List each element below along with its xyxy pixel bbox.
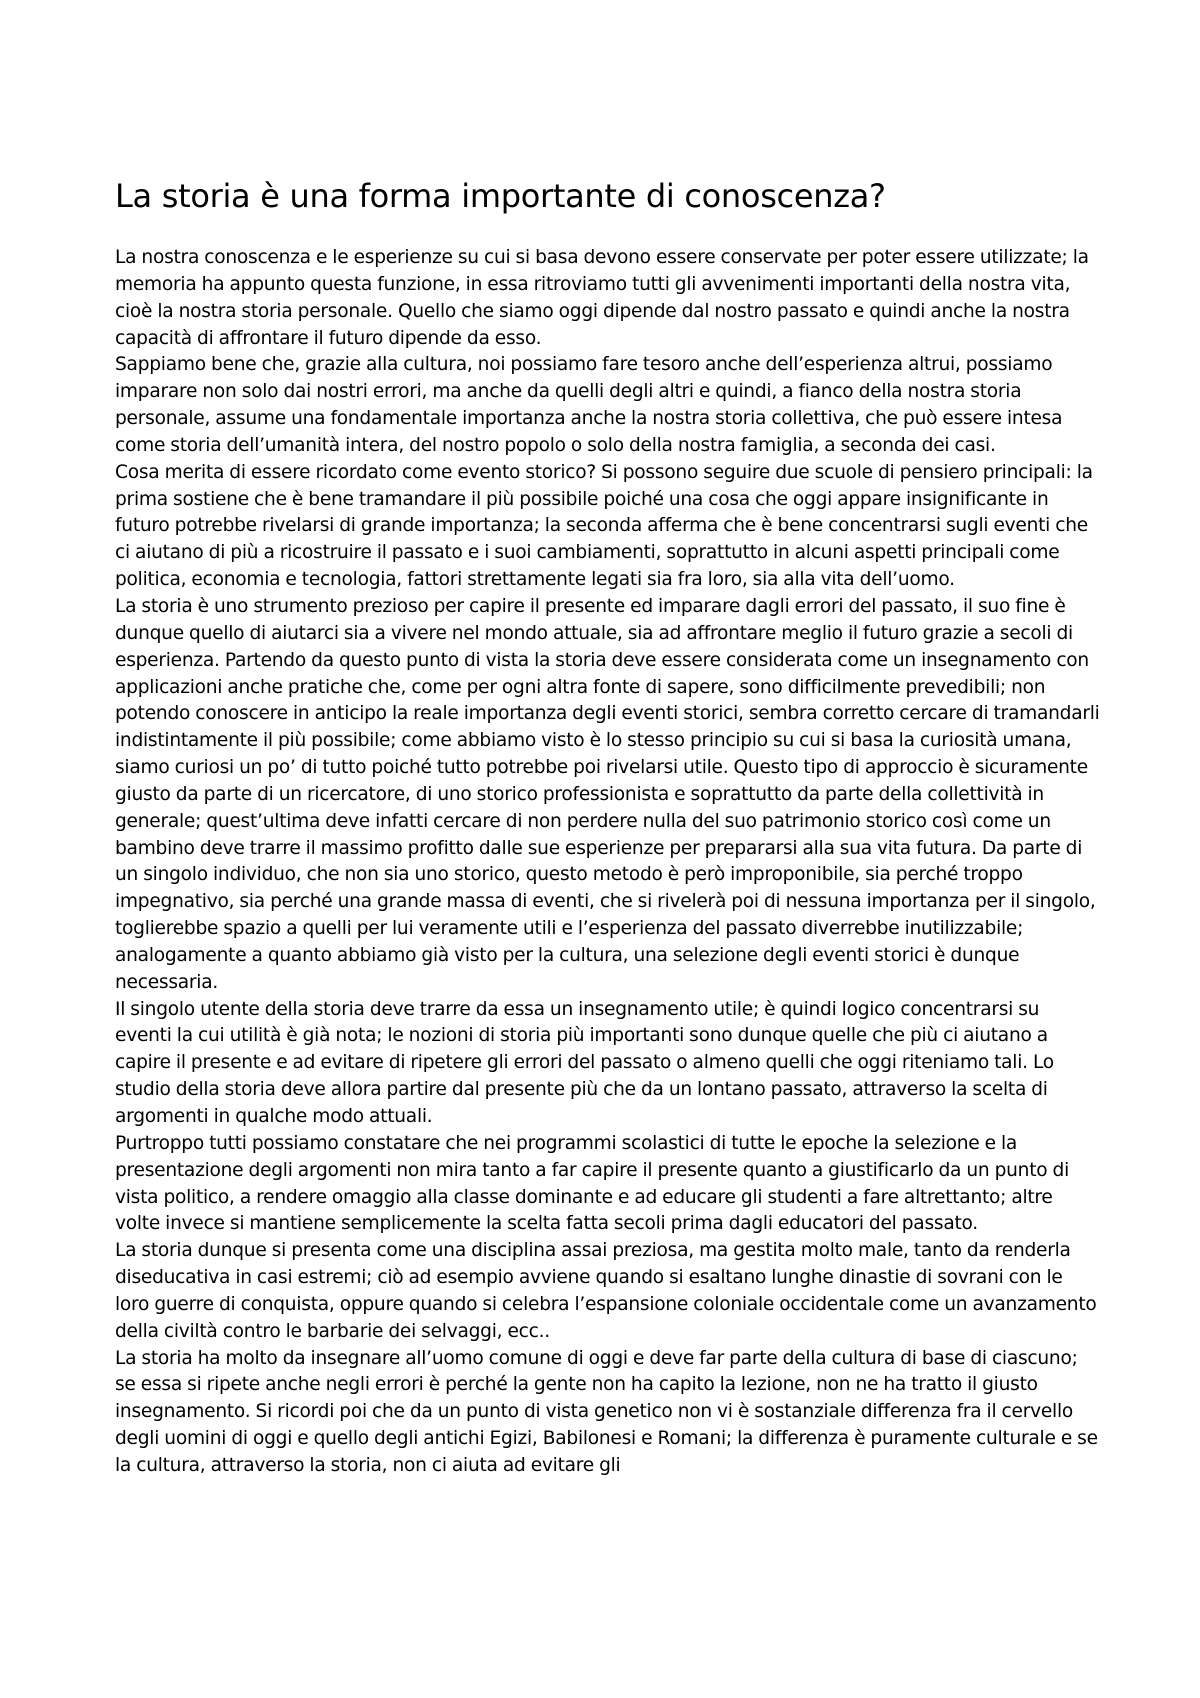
paragraph: Purtroppo tutti possiamo constatare che nei programmi scolastici di tutte le epoche la selezione e la presentazione degli argomenti non mira tanto a far capire il presente quanto a giustificarlo da un punto di vista politico, a rendere omaggio alla classe dominante e ad educare gli studenti a fare altrettanto; altre volte invece si mantiene semplicemente la scelta fatta secoli prima dagli educatori del passato. (115, 1132, 1069, 1235)
document-title: La storia è una forma importante di conoscenza? (115, 177, 886, 215)
paragraph: La storia è uno strumento prezioso per capire il presente ed imparare dagli errori del passato, il suo fine è dunque quello di aiutarci sia a vivere nel mondo attuale, sia ad affrontare meglio il futuro grazie a secoli di esperienza. Partendo da questo punto di vista la storia deve essere considerata come un insegnamento con applicazioni anche pratiche che, come per ogni altra fonte di sapere, sono difficilmente prevedibili; non potendo conoscere in anticipo la reale importanza degli eventi storici, sembra corretto cercare di tramandarli indistintamente il più possibile; come abbiamo visto è lo stesso principio su cui si basa la curiosità umana, siamo curiosi un po’ di tutto poiché tutto potrebbe poi rivelarsi utile. Questo tipo di approccio è sicuramente giusto da parte di un ricercatore, di uno storico professionista e soprattutto da parte della collettività in generale; quest’ultima deve infatti cercare di non perdere nulla del suo patrimonio storico così come un bambino deve trarre il massimo profitto dalle sue esperienze per prepararsi alla sua vita futura. Da parte di un singolo individuo, che non sia uno storico, questo metodo è però improponibile, sia perché troppo impegnativo, sia perché una grande massa di eventi, che si rivelerà poi di nessuna importanza per il singolo, toglierebbe spazio a quelli per lui veramente utili e l’esperienza del passato diverrebbe inutilizzabile; analogamente a quanto abbiamo già visto per la cultura, una selezione degli eventi storici è dunque necessaria. (115, 595, 1100, 993)
document-body (115, 245, 1100, 1480)
paragraph: La nostra conoscenza e le esperienze su cui si basa devono essere conservate per poter essere utilizzate; la memoria ha appunto questa funzione, in essa ritroviamo tutti gli avvenimenti importanti della nostra vita, cioè la nostra storia personale. Quello che siamo oggi dipende dal nostro passato e quindi anche la nostra capacità di affrontare il futuro dipende da esso. (115, 247, 1089, 349)
paragraph: Sappiamo bene che, grazie alla cultura, noi possiamo fare tesoro anche dell’esperienza altrui, possiamo imparare non solo dai nostri errori, ma anche da quelli degli altri e quindi, a fianco della nostra storia personale, assume una fondamentale importanza anche la nostra storia collettiva, che può essere intesa come storia dell’umanità intera, del nostro popolo o solo della nostra famiglia, a seconda dei casi. (115, 354, 1063, 456)
paragraph: Cosa merita di essere ricordato come evento storico? Si possono seguire due scuole di pensiero principali: la prima sostiene che è bene tramandare il più possibile poiché una cosa che oggi appare insignificante in futuro potrebbe rivelarsi di grande importanza; la seconda afferma che è bene concentrarsi sugli eventi che ci aiutano di più a ricostruire il passato e i suoi cambiamenti, soprattutto in alcuni aspetti principali come politica, economia e tecnologia, fattori strettamente legati sia fra loro, sia alla vita dell’uomo. (115, 461, 1093, 591)
paragraph: Il singolo utente della storia deve trarre da essa un insegnamento utile; è quindi logico concentrarsi su eventi la cui utilità è già nota; le nozioni di storia più importanti sono dunque quelle che più ci aiutano a capire il presente e ad evitare di ripetere gli errori del passato o almeno quelli che oggi riteniamo tali. Lo studio della storia deve allora partire dal presente più che da un lontano passato, attraverso la scelta di argomenti in qualche modo attuali. (115, 998, 1054, 1127)
paragraph: La storia dunque si presenta come una disciplina assai preziosa, ma gestita molto male, tanto da renderla diseducativa in casi estremi; ciò ad esempio avviene quando si esaltano lunghe dinastie di sovrani con le loro guerre di conquista, oppure quando si celebra l’espansione coloniale occidentale come un avanzamento della civiltà contro le barbarie dei selvaggi, ecc.. (115, 1240, 1097, 1342)
paragraph: La storia ha molto da insegnare all’uomo comune di oggi e deve far parte della cultura di base di ciascuno; se essa si ripete anche negli errori è perché la gente non ha capito la lezione, non ne ha tratto il giusto insegnamento. Si ricordi poi che da un punto di vista genetico non vi è sostanziale differenza fra il cervello degli uomini di oggi e quello degli antichi Egizi, Babilonesi e Romani; la differenza è puramente culturale e se la cultura, attraverso la storia, non ci aiuta ad evitare gli (115, 1347, 1098, 1476)
document-page (115, 0, 1100, 1698)
